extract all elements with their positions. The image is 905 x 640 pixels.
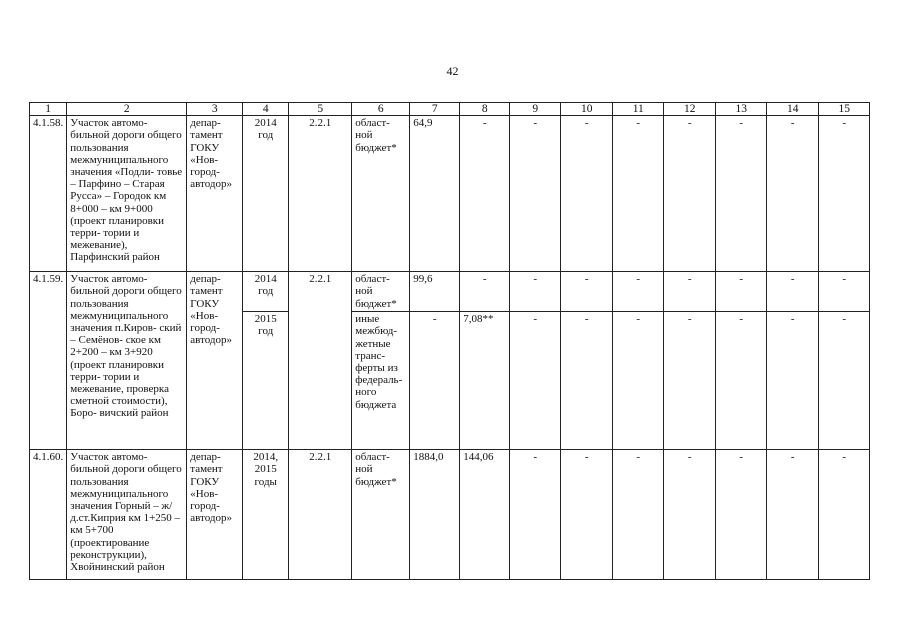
value-col15: - [819,450,870,580]
funding-source: област- ной бюджет* [352,116,410,272]
row-code: 4.1.58. [30,116,67,272]
value-col12: - [664,450,716,580]
value-col11: - [613,116,664,272]
header-cell: 4 [243,103,289,116]
reference: 2.2.1 [289,272,352,450]
header-cell: 7 [410,103,460,116]
value-col10: - [561,116,613,272]
value-col9: - [510,312,561,450]
value-col14: - [767,312,819,450]
value-col13: - [716,272,767,312]
year: 2014 год [243,116,289,272]
value-col8: 7,08** [460,312,510,450]
header-cell: 9 [510,103,561,116]
header-cell: 6 [352,103,410,116]
value-col12: - [664,116,716,272]
value-col7: - [410,312,460,450]
value-col15: - [819,116,870,272]
row-code: 4.1.60. [30,450,67,580]
value-col15: - [819,272,870,312]
executor: депар- тамент ГОКУ «Нов- город- автодор» [187,272,243,450]
value-col8: 144,06 [460,450,510,580]
table-row [30,450,870,580]
value-col11: - [613,450,664,580]
value-col7: 1884,0 [410,450,460,580]
value-col14: - [767,450,819,580]
value-col13: - [716,312,767,450]
value-col7: 99,6 [410,272,460,312]
row-code: 4.1.59. [30,272,67,450]
value-col15: - [819,312,870,450]
object-name: Участок автомо- бильной дороги общего пользования межмуниципального значения Горный – ж/д.ст.Киприя км 1+250 – км 5+700 (проектирование реконструкции), Хвойнинский район [67,450,187,580]
reference: 2.2.1 [289,450,352,580]
executor: депар- тамент ГОКУ «Нов- город- автодор» [187,116,243,272]
executor: депар- тамент ГОКУ «Нов- город- автодор» [187,450,243,580]
value-col9: - [510,272,561,312]
header-cell: 11 [613,103,664,116]
value-col7: 64,9 [410,116,460,272]
object-name: Участок автомо- бильной дороги общего пользования межмуниципального значения «Подли- товье – Парфино – Старая Русса» – Городок км 8+000 – км 9+000 (проект планировки терри- тории и межевание), Парфинский район [67,116,187,272]
value-col9: - [510,116,561,272]
funding-source: област- ной бюджет* [352,272,410,312]
value-col9: - [510,450,561,580]
table-row [30,272,870,312]
value-col12: - [664,312,716,450]
header-row [30,103,870,116]
header-cell: 5 [289,103,352,116]
value-col13: - [716,116,767,272]
value-col14: - [767,116,819,272]
program-table [29,102,870,580]
value-col10: - [561,312,613,450]
header-cell: 13 [716,103,767,116]
funding-source: иные межбюд- жетные транс- ферты из федераль- ного бюджета [352,312,410,450]
table-row [30,116,870,272]
year: 2014, 2015 годы [243,450,289,580]
value-col10: - [561,450,613,580]
header-cell: 14 [767,103,819,116]
value-col14: - [767,272,819,312]
header-cell: 12 [664,103,716,116]
object-name: Участок автомо- бильной дороги общего пользования межмуниципального значения п.Киров- ский – Семёнов- ское км 2+200 – км 3+920 (проект планировки терри- тории и межевание, проверка сметной стоимости), Боро- вичский район [67,272,187,450]
header-cell: 8 [460,103,510,116]
funding-source: област- ной бюджет* [352,450,410,580]
header-cell: 2 [67,103,187,116]
year: 2015 год [243,312,289,450]
value-col10: - [561,272,613,312]
value-col12: - [664,272,716,312]
value-col11: - [613,272,664,312]
header-cell: 3 [187,103,243,116]
value-col8: - [460,116,510,272]
value-col13: - [716,450,767,580]
header-cell: 15 [819,103,870,116]
header-cell: 1 [30,103,67,116]
value-col8: - [460,272,510,312]
year: 2014 год [243,272,289,312]
value-col11: - [613,312,664,450]
page-number: 42 [446,64,459,78]
reference: 2.2.1 [289,116,352,272]
header-cell: 10 [561,103,613,116]
